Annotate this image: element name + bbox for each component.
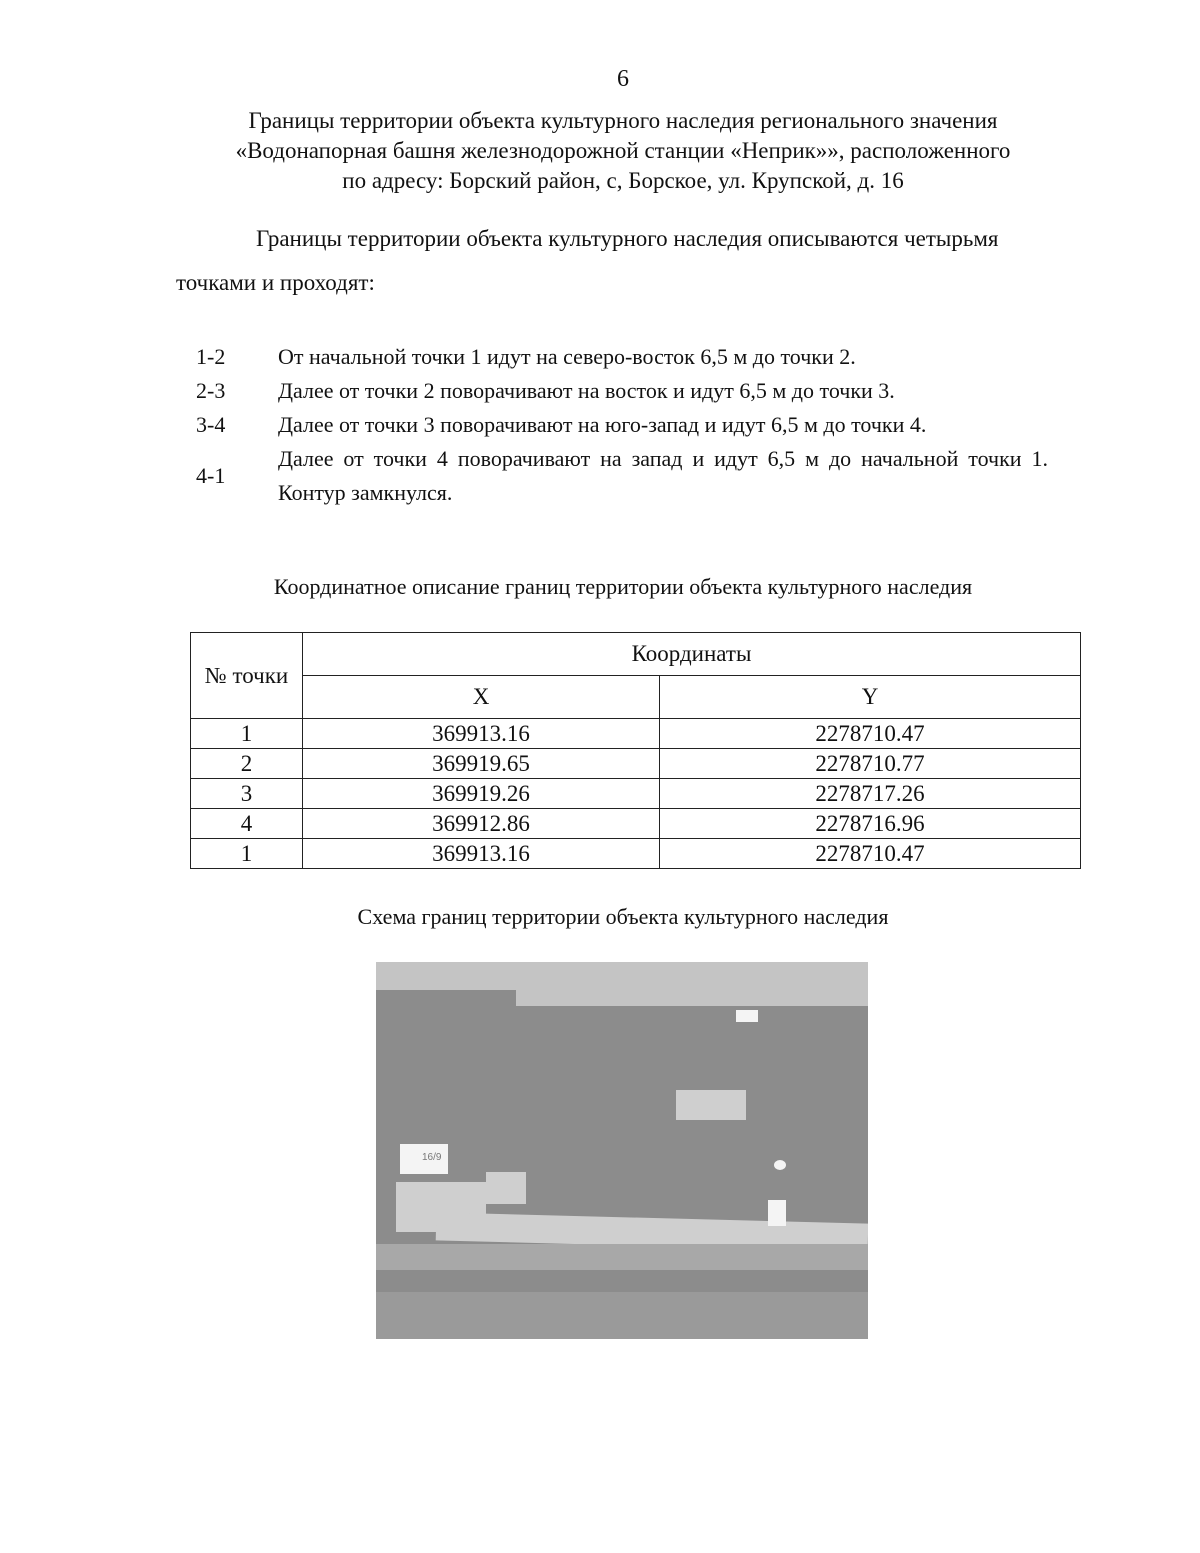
step-row (196, 374, 1048, 408)
title-line-3: по адресу: Борский район, с, Борское, ул. Крупской, д. 16 (342, 168, 904, 193)
table-row (191, 809, 1081, 839)
cell-x: 369913.16 (303, 839, 660, 869)
table-row (191, 749, 1081, 779)
boundary-scheme-map (376, 962, 868, 1339)
map-road-top-edge (516, 962, 868, 1006)
map-building (774, 1160, 786, 1170)
map-building (768, 1200, 786, 1226)
boundary-steps-list (196, 340, 1048, 510)
step-code: 2-3 (196, 378, 226, 403)
table-row (191, 839, 1081, 869)
title-line-1: Границы территории объекта культурного наследия регионального значения (248, 108, 998, 133)
step-text: Далее от точки 2 поворачивают на восток и идут 6,5 м до точки 3. (278, 378, 895, 403)
cell-y: 2278710.47 (660, 719, 1081, 749)
cell-point: 1 (191, 719, 303, 749)
title-line-2: «Водонапорная башня железнодорожной станции «Неприк»», расположенного (235, 138, 1011, 163)
step-code: 1-2 (196, 344, 226, 369)
cell-y: 2278717.26 (660, 779, 1081, 809)
step-text: Далее от точки 4 поворачивают на запад и идут 6,5 м до начальной точки 1. Контур замкнулся. (278, 446, 1048, 505)
cell-point: 2 (191, 749, 303, 779)
cell-x: 369919.65 (303, 749, 660, 779)
cell-point: 4 (191, 809, 303, 839)
cell-x: 369913.16 (303, 719, 660, 749)
step-code: 4-1 (196, 463, 226, 488)
intro-line-1: Границы территории объекта культурного наследия описываются четырьмя (256, 226, 999, 251)
map-house-label: 16/9 (422, 1152, 442, 1163)
intro-line-2: точками и проходят: (176, 270, 375, 295)
step-row (196, 408, 1048, 442)
cell-point: 1 (191, 839, 303, 869)
cell-x: 369912.86 (303, 809, 660, 839)
map-patch (486, 1172, 526, 1204)
step-code: 3-4 (196, 412, 226, 437)
cell-point: 3 (191, 779, 303, 809)
map-patch (676, 1090, 746, 1120)
step-text: Далее от точки 3 поворачивают на юго-запад и идут 6,5 м до точки 4. (278, 412, 927, 437)
map-rail-strip (376, 1244, 868, 1270)
coordinates-caption: Координатное описание границ территории объекта культурного наследия (273, 574, 973, 599)
cell-y: 2278710.47 (660, 839, 1081, 869)
column-header-point: № точки (191, 633, 303, 719)
column-header-x: X (303, 676, 660, 719)
column-header-y: Y (660, 676, 1081, 719)
page-number: 6 (617, 66, 629, 92)
map-patch (376, 1292, 868, 1339)
document-title (160, 106, 1086, 196)
column-header-coordinates: Координаты (303, 633, 1081, 676)
table-row (191, 779, 1081, 809)
cell-x: 369919.26 (303, 779, 660, 809)
map-building (736, 1010, 758, 1022)
step-text: От начальной точки 1 идут на северо-восток 6,5 м до точки 2. (278, 344, 856, 369)
step-row (196, 442, 1048, 510)
scheme-caption: Схема границ территории объекта культурного наследия (357, 904, 889, 929)
cell-y: 2278716.96 (660, 809, 1081, 839)
table-row (191, 719, 1081, 749)
cell-y: 2278710.77 (660, 749, 1081, 779)
coordinates-table (190, 632, 1081, 869)
step-row (196, 340, 1048, 374)
